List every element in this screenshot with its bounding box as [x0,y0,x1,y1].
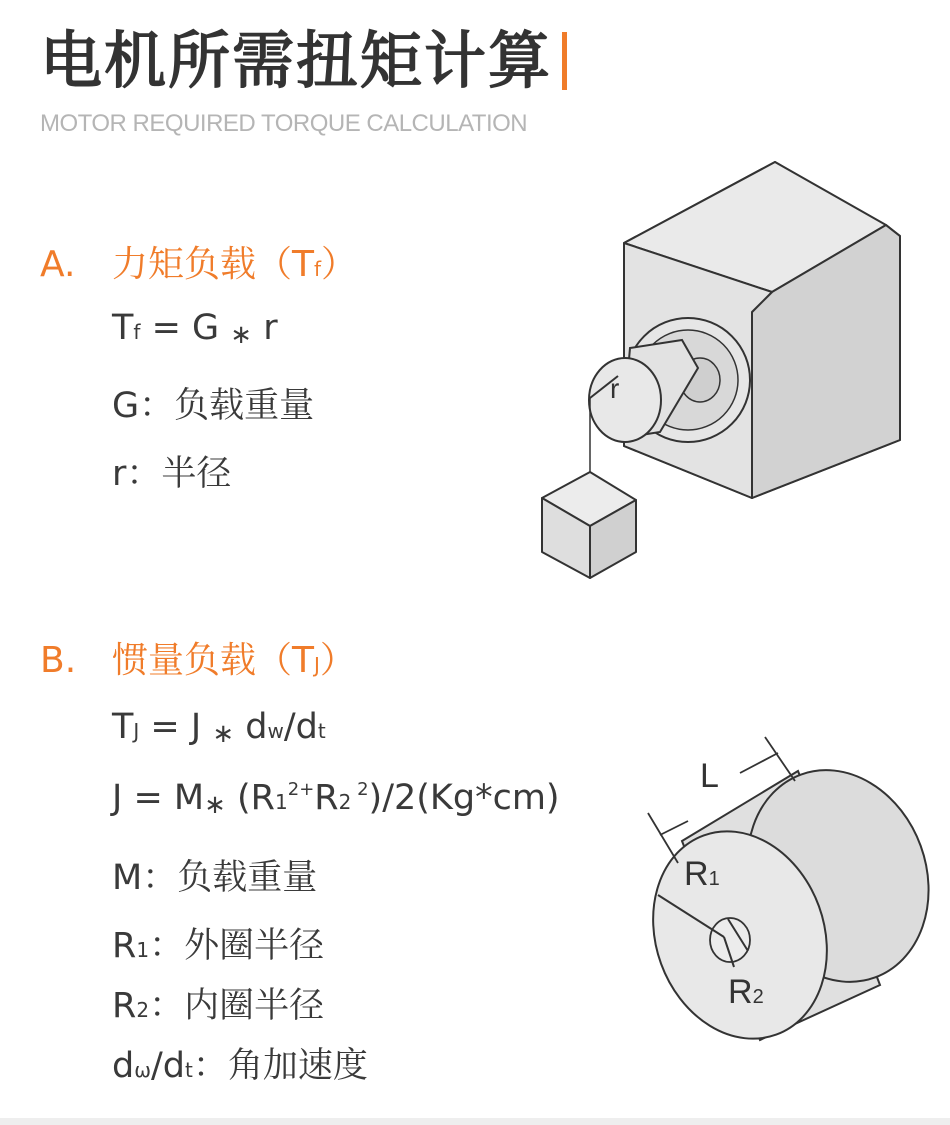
definition-separator: ： [139,386,175,426]
page-subtitle: MOTOR REQUIRED TORQUE CALCULATION [40,110,528,137]
formula-moment-of-inertia [112,778,560,820]
title-accent-bar [562,32,567,90]
formula-r2: R [314,778,339,818]
formula-lhs: J = M [112,778,205,818]
formula-subscript: 2 [338,790,352,814]
definition-separator: ： [149,926,185,966]
formula-subscript: f [133,320,141,344]
multiply-icon: ∗ [212,719,235,749]
motor-torque-illustration [530,150,930,590]
definition-subscript: t [184,1058,193,1082]
formula-subscript: 1 [275,790,288,814]
section-b-title: 惯量负载（T [112,640,314,681]
definition-row [112,978,324,1028]
definition-symbol: r [112,454,127,494]
formula-subscript: J [133,719,140,743]
section-b-heading [40,632,356,683]
definition-row [112,378,314,428]
definition-text: 半径 [161,454,232,494]
outer-radius-label: R1 [684,855,720,893]
definition-symbol: R [112,986,137,1026]
definition-subscript: 1 [136,938,150,962]
radius-label: r [610,373,620,404]
definition-symbol: d [112,1046,135,1086]
definition-separator: ： [142,858,178,898]
definition-symbol: G [112,386,140,426]
definition-row [112,1038,368,1088]
formula-inertia-load [112,707,326,749]
definition-row [112,918,324,968]
formula-subscript: w [267,719,284,743]
definition-divide: /d [150,1046,185,1086]
section-a-title-sub: f [314,257,322,281]
definition-text: 角加速度 [227,1046,368,1086]
definition-text: 外圈半径 [184,926,325,966]
definition-symbol: M [112,858,143,898]
section-a-title: 力矩负载（T [112,244,314,285]
section-a-letter: A. [40,244,76,285]
section-b-title-close: ） [319,640,356,681]
definition-separator: ： [149,986,185,1026]
formula-equals: = G [140,308,231,348]
length-label: L [700,757,719,795]
formula-torque-load [112,308,278,350]
formula-d: d [234,707,268,747]
formula-rhs: r [252,308,278,348]
definition-text: 负载重量 [177,858,318,898]
formula-divide: /d [283,707,318,747]
definition-text: 负载重量 [174,386,315,426]
multiply-icon: ∗ [204,790,226,820]
formula-superscript: 2 [351,779,369,800]
section-a-title-close: ） [321,244,358,285]
formula-close: )/2(Kg*cm) [368,778,560,818]
section-b-letter: B. [40,640,77,681]
definition-text: 内圈半径 [184,986,325,1026]
shaft-end [589,358,661,442]
bottom-divider [0,1118,950,1125]
definition-subscript: ω [134,1058,151,1082]
definition-subscript: 2 [136,998,150,1022]
formula-open: (R [225,778,276,818]
formula-symbol: T [112,707,134,747]
cylinder-inertia-illustration [620,735,950,1045]
definition-separator: ： [126,454,162,494]
page-title: 电机所需扭矩计算 [40,24,553,97]
definition-row [112,446,231,496]
definition-symbol: R [112,926,137,966]
formula-subscript: t [317,719,326,743]
title-row [40,24,567,97]
section-a-heading [40,236,357,287]
formula-symbol: T [112,308,134,348]
formula-equals: = J [139,707,213,747]
formula-superscript: 2+ [287,779,315,800]
multiply-icon: ∗ [230,320,253,350]
inner-radius-label: R2 [728,973,764,1011]
definition-row [112,850,317,900]
definition-separator: ： [192,1046,228,1086]
load-block [542,472,636,578]
section-b-title-sub: J [314,653,320,677]
